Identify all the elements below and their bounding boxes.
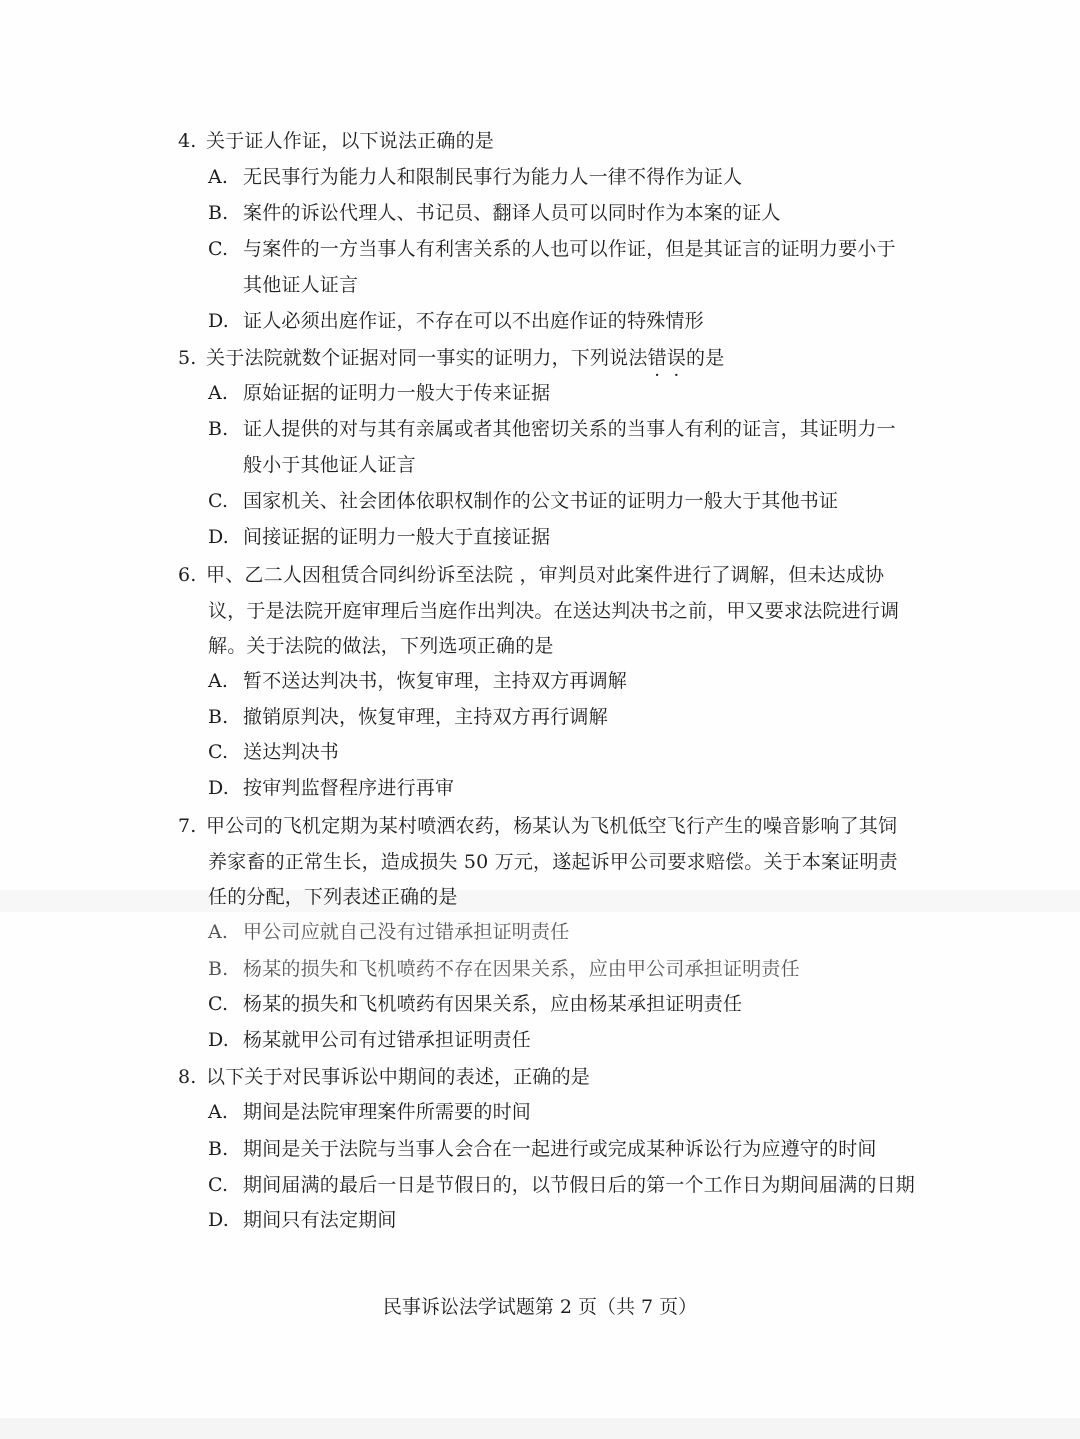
- option-label: D.: [208, 1029, 229, 1051]
- option-text: 杨某的损失和飞机喷药不存在因果关系，应由甲公司承担证明责任: [243, 958, 800, 980]
- question-6-option-b: [208, 704, 608, 730]
- question-5-option-d: [208, 524, 550, 550]
- option-text: 期间是法院审理案件所需要的时间: [243, 1101, 532, 1123]
- option-label: C.: [208, 1174, 229, 1196]
- question-5-option-a: [208, 380, 550, 406]
- question-6-stem-line-2: 议，于是法院开庭审理后当庭作出判决。在送达判决书之前，甲又要求法院进行调: [208, 600, 900, 622]
- question-7-option-d: [208, 1027, 531, 1053]
- option-label: A.: [208, 1101, 229, 1123]
- option-label: C.: [208, 993, 229, 1015]
- question-4-option-c-continued: 其他证人证言: [243, 274, 359, 296]
- option-label: B.: [208, 202, 229, 224]
- option-text: 撤销原判决，恢复审理，主持双方再行调解: [243, 706, 608, 728]
- option-label: C.: [208, 490, 229, 512]
- question-8-option-a: [208, 1099, 531, 1125]
- question-4-option-d: [208, 308, 704, 334]
- option-label: B.: [208, 418, 229, 440]
- scan-artifact: [0, 1418, 1080, 1439]
- question-7-option-a: [208, 919, 569, 945]
- option-text: 甲公司应就自己没有过错承担证明责任: [243, 921, 570, 943]
- question-number: 6.: [178, 564, 197, 586]
- option-text: 国家机关、社会团体依职权制作的公文书证的证明力一般大于其他书证: [243, 490, 839, 512]
- question-text: 甲公司的飞机定期为某村喷洒农药，杨某认为飞机低空飞行产生的噪音影响了其饲: [206, 815, 898, 837]
- option-label: C.: [208, 741, 229, 763]
- option-label: D.: [208, 310, 229, 332]
- emphasis-mark: 错: [647, 347, 667, 369]
- question-8-option-d: [208, 1207, 397, 1233]
- question-6-stem: [178, 562, 884, 588]
- option-label: D.: [208, 1209, 229, 1231]
- question-6-stem-line-3: 解。关于法院的做法，下列选项正确的是: [208, 635, 554, 657]
- question-text: 以下关于对民事诉讼中期间的表述，正确的是: [206, 1066, 591, 1088]
- option-text: 按审判监督程序进行再审: [243, 777, 455, 799]
- option-text: 期间是关于法院与当事人会合在一起进行或完成某种诉讼行为应遵守的时间: [243, 1138, 877, 1160]
- option-text: 暂不送达判决书，恢复审理，主持双方再调解: [243, 670, 628, 692]
- question-4-option-b: [208, 200, 781, 226]
- emphasis-mark: 误: [666, 347, 687, 369]
- option-label: A.: [208, 382, 229, 404]
- option-text: 与案件的一方当事人有利害关系的人也可以作证，但是其证言的证明力要小于: [243, 238, 896, 260]
- option-label: D.: [208, 777, 229, 799]
- option-label: B.: [208, 958, 229, 980]
- question-number: 5.: [178, 347, 197, 369]
- question-5-option-c: [208, 488, 838, 514]
- option-label: B.: [208, 1138, 229, 1160]
- question-6-option-d: [208, 775, 454, 801]
- question-number: 4.: [178, 130, 197, 152]
- question-7-stem-line-2: 养家畜的正常生长，造成损失 50 万元，遂起诉甲公司要求赔偿。关于本案证明责: [208, 851, 898, 873]
- option-text: 期间只有法定期间: [243, 1209, 397, 1231]
- option-text: 原始证据的证明力一般大于传来证据: [243, 382, 551, 404]
- option-label: D.: [208, 526, 229, 548]
- option-text: 杨某就甲公司有过错承担证明责任: [243, 1029, 532, 1051]
- option-text: 杨某的损失和飞机喷药有因果关系，应由杨某承担证明责任: [243, 993, 743, 1015]
- question-number: 7.: [178, 815, 197, 837]
- question-5-stem: [178, 345, 724, 371]
- option-text: 无民事行为能力人和限制民事行为能力人一律不得作为证人: [243, 166, 743, 188]
- option-label: A.: [208, 166, 229, 188]
- question-7-option-b: [208, 956, 800, 982]
- question-7-option-c: [208, 991, 742, 1017]
- question-text: 关于证人作证，以下说法正确的是: [206, 130, 495, 152]
- scan-artifact: [0, 890, 1080, 912]
- question-8-option-b: [208, 1136, 877, 1162]
- question-4-option-c: [208, 236, 896, 262]
- question-6-option-c: [208, 739, 339, 765]
- question-text: 甲、乙二人因租赁合同纠纷诉至法院 ，审判员对此案件进行了调解，但未达成协: [206, 564, 885, 586]
- option-label: A.: [208, 921, 229, 943]
- option-text: 案件的诉讼代理人、书记员、翻译人员可以同时作为本案的证人: [243, 202, 781, 224]
- option-text: 期间届满的最后一日是节假日的，以节假日后的第一个工作日为期间届满的日期: [243, 1174, 916, 1196]
- question-7-stem-line-3: 任的分配，下列表述正确的是: [208, 886, 458, 908]
- question-8-stem: [178, 1064, 590, 1090]
- option-text: 证人提供的对与其有亲属或者其他密切关系的当事人有利的证言，其证明力一: [243, 418, 896, 440]
- option-label: B.: [208, 706, 229, 728]
- option-label: C.: [208, 238, 229, 260]
- question-5-option-b: [208, 416, 896, 442]
- option-label: A.: [208, 670, 229, 692]
- question-text: 的是: [686, 347, 725, 369]
- question-5-option-b-continued: 般小于其他证人证言: [243, 454, 416, 476]
- question-number: 8.: [178, 1066, 197, 1088]
- option-text: 送达判决书: [243, 741, 340, 763]
- option-text: 证人必须出庭作证，不存在可以不出庭作证的特殊情形: [243, 310, 704, 332]
- option-text: 间接证据的证明力一般大于直接证据: [243, 526, 551, 548]
- question-4-option-a: [208, 164, 742, 190]
- question-8-option-c: [208, 1172, 915, 1198]
- page-footer: 民事诉讼法学试题第 2 页（共 7 页）: [382, 1296, 698, 1318]
- question-4-stem: [178, 128, 494, 154]
- question-6-option-a: [208, 668, 627, 694]
- question-7-stem: [178, 813, 897, 839]
- question-text: 关于法院就数个证据对同一事实的证明力，下列说法: [206, 347, 648, 369]
